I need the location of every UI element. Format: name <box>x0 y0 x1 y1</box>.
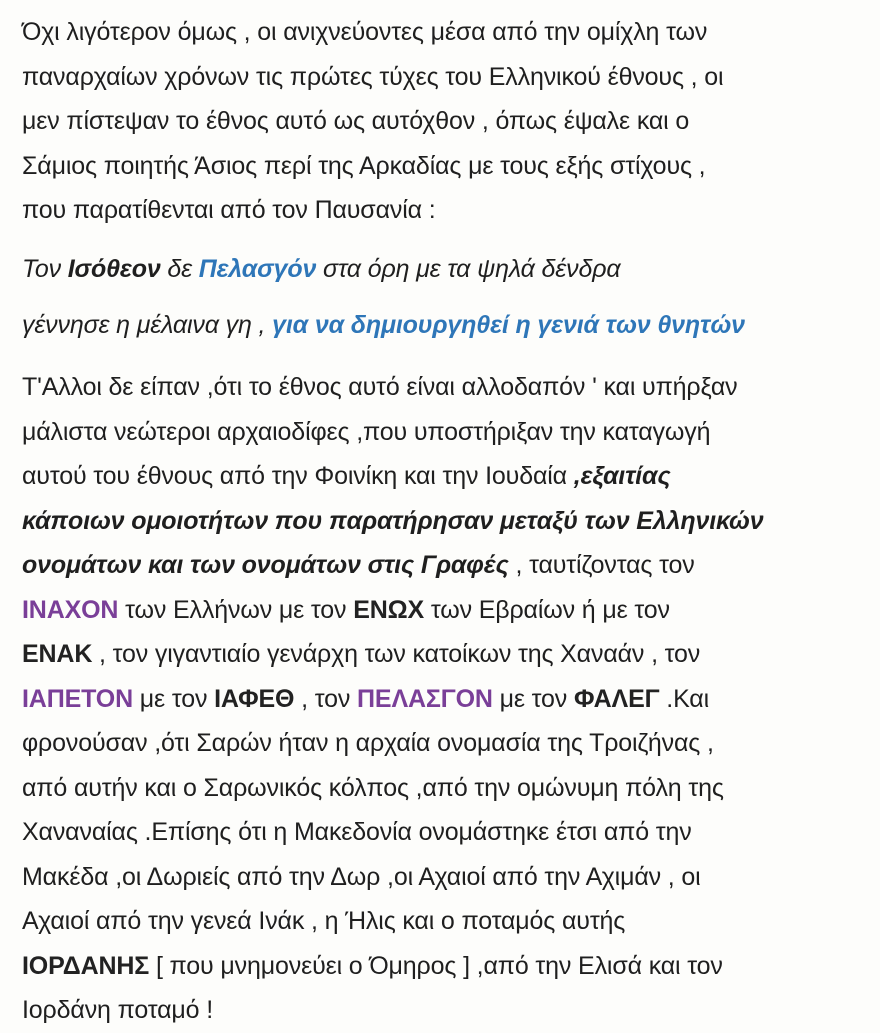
name-faleg: ΦΑΛΕΓ <box>573 684 660 713</box>
name-enak: ΕΝΑΚ <box>22 640 93 668</box>
text-line: Μακέδα ,οι Δωριείς από την Δωρ ,οι Αχαιοί από την Αχιμάν , οι <box>22 862 701 891</box>
emphasis-line: κάποιων ομοιοτήτων που παρατήρησαν μεταξύ των Ελληνικών <box>22 506 764 535</box>
text-span: .Και <box>659 684 710 713</box>
text-line <box>22 944 872 989</box>
text-span: με τον <box>492 684 574 713</box>
text-line: που παρατίθενται από τον Παυσανία : <box>22 196 436 224</box>
name-pelasgon: ΠΕΛΑΣΓΟΝ <box>357 684 493 713</box>
quote-line <box>22 297 872 353</box>
text-span: των Ελλήνων με τον <box>118 595 354 624</box>
text-line: παναρχαίων χρόνων τις πρώτες τύχες του Ελληνικού έθνους , οι <box>22 62 724 91</box>
quote-name-pelasgon: Πελασγόν <box>198 255 317 283</box>
emphasis-text: ,εξαιτίας <box>573 462 671 490</box>
name-iapeton: ΙΑΠΕΤΟΝ <box>22 684 133 713</box>
name-inachon: ΙΝΑΧΟΝ <box>22 595 119 624</box>
quote-highlight: για να δημιουργηθεί η γενιά των θνητών <box>272 311 745 339</box>
text-line: Σάμιος ποιητής Άσιος περί της Αρκαδίας με τους εξής στίχους , <box>22 151 706 180</box>
quote-line <box>22 241 872 297</box>
text-span: αυτού του έθνους από την Φοινίκη και την Ιουδαία <box>22 462 574 490</box>
text-line: Αχαιοί από την γενεά Ινάκ , η Ήλις και ο ποταμός αυτής <box>22 907 626 935</box>
text-line: φρονούσαν ,ότι Σαρών ήταν η αρχαία ονομασία της Τροιζήνας , <box>22 729 714 757</box>
name-iafeth: ΙΑΦΕΘ <box>214 684 295 713</box>
text-span: , ταυτίζοντας τον <box>508 551 695 579</box>
name-iordanis: ΙΟΡΔΑΝΗΣ <box>22 951 150 980</box>
text-span: [ που μνημονεύει ο Όμηρος ] ,από την Ελισά και τον <box>149 951 723 980</box>
emphasis-text: ονομάτων και των ονομάτων στις Γραφές <box>22 551 509 579</box>
quote-text: δε <box>160 255 199 283</box>
text-line: Χαναναίας .Επίσης ότι η Μακεδονία ονομάστηκε έτσι από την <box>22 818 692 846</box>
quote-text: Τον <box>22 255 68 283</box>
name-enoch: ΕΝΩΧ <box>353 595 425 624</box>
text-span: , τον <box>294 684 358 713</box>
text-line: μεν πίστεψαν το έθνος αυτό ως αυτόχθον , όπως έψαλε και ο <box>22 107 690 135</box>
text-span: με τον <box>133 684 215 713</box>
text-line <box>22 588 872 633</box>
text-line: Τ'Αλλοι δε είπαν ,ότι το έθνος αυτό είναι αλλοδαπόν ' και υπήρξαν <box>22 373 738 401</box>
quote-name-isotheon: Ισόθεον <box>67 255 161 283</box>
text-line: Όχι λιγότερον όμως , οι ανιχνεύοντες μέσα από την ομίχλη των <box>22 18 708 46</box>
text-line <box>22 632 872 677</box>
text-span: , τον γιγαντιαίο γενάρχη των κατοίκων της Χαναάν , τον <box>92 640 701 668</box>
quote-text: στα όρη με τα ψηλά δένδρα <box>316 255 621 283</box>
text-line: Ιορδάνη ποταμό ! <box>22 996 214 1024</box>
quote-text: γέννησε η μέλαινα γη , <box>22 311 273 339</box>
text-span: των Εβραίων ή με τον <box>424 595 670 624</box>
paragraph-intro <box>22 10 872 233</box>
text-line <box>22 454 872 499</box>
text-line <box>22 543 872 588</box>
paragraph-main <box>22 365 872 1033</box>
text-line: από αυτήν και ο Σαρωνικός κόλπος ,από την ομώνυμη πόλη της <box>22 773 724 802</box>
verse-quote <box>22 241 872 353</box>
text-line: μάλιστα νεώτεροι αρχαιοδίφες ,που υποστήριξαν την καταγωγή <box>22 417 711 446</box>
text-line <box>22 677 872 722</box>
